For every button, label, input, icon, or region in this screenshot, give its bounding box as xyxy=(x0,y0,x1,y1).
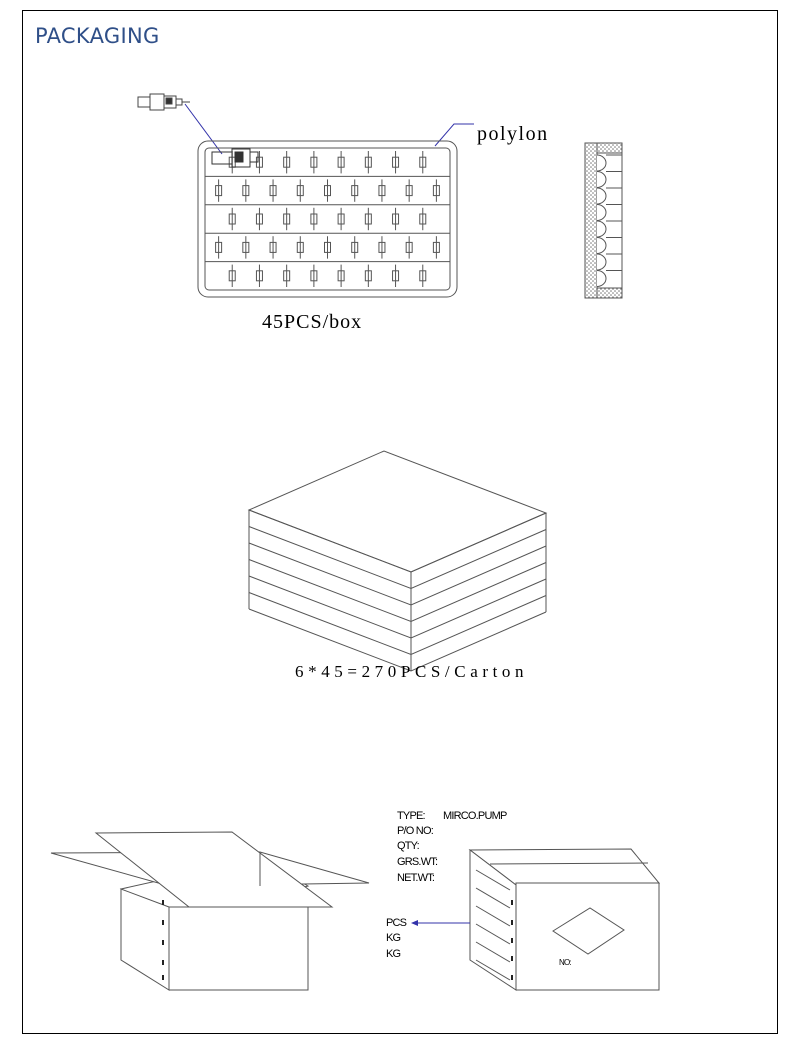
box-quantity-caption: 45PCS/box xyxy=(262,311,363,333)
polylon-label: polylon xyxy=(477,123,549,145)
label-pcs-unit: PCS xyxy=(386,917,407,929)
tray-side-view xyxy=(585,143,622,298)
box-stack xyxy=(249,451,546,671)
polylon-leader-line xyxy=(435,124,474,146)
open-carton xyxy=(51,832,369,990)
label-net-key: NET.WT: xyxy=(397,872,435,884)
label-type-key: TYPE: xyxy=(397,810,425,822)
label-po-key: P/O NO: xyxy=(397,825,433,837)
pump-leader-line xyxy=(185,104,222,154)
label-grs-key: GRS.WT: xyxy=(397,856,438,868)
label-net-unit: KG xyxy=(386,948,401,960)
pump-icon xyxy=(138,94,190,110)
pcs-arrow xyxy=(411,920,470,926)
tray-top-view xyxy=(198,141,457,297)
label-qty-key: QTY: xyxy=(397,840,419,852)
carton-quantity-caption: 6*45=270PCS/Carton xyxy=(295,662,529,681)
page-title: PACKAGING xyxy=(35,24,160,48)
label-grs-unit: KG xyxy=(386,932,401,944)
label-type-value: MIRCO.PUMP xyxy=(443,810,507,822)
label-box-no: NO: xyxy=(559,958,571,967)
